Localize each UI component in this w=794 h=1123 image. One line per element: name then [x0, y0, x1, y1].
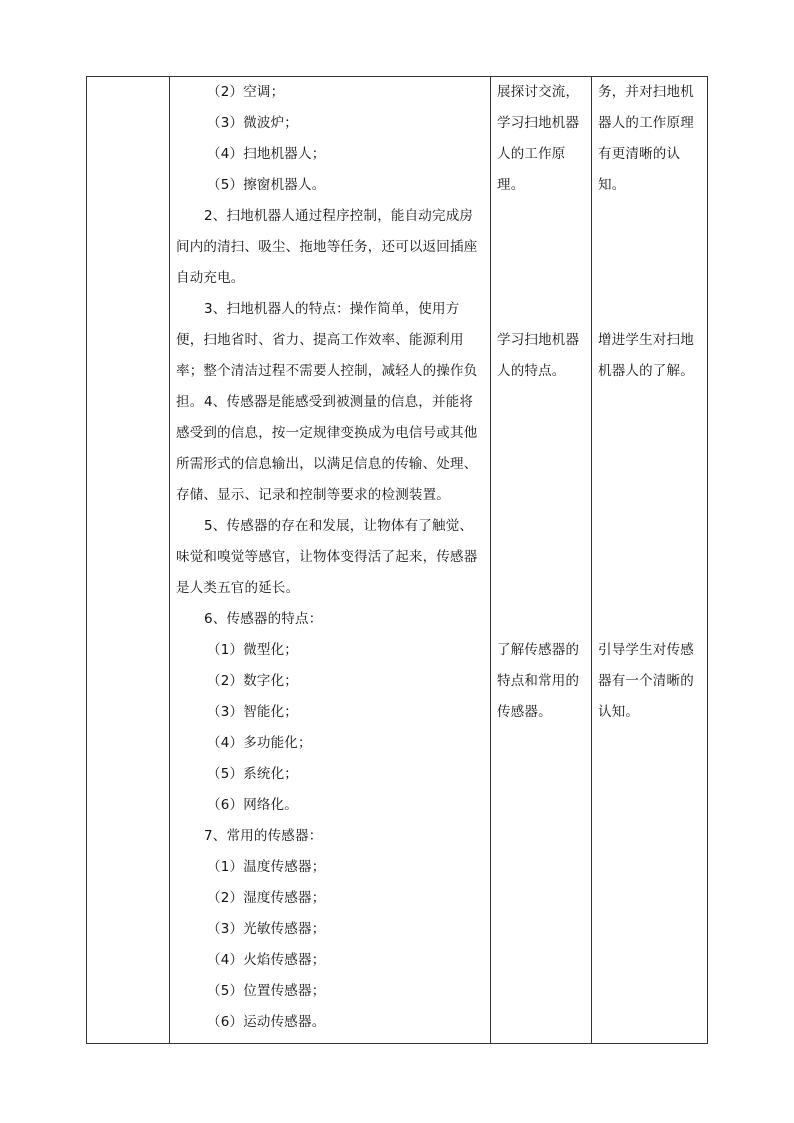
paragraph-5: 5、传感器的存在和发展，让物体有了触觉、味觉和嗅觉等感官，让物体变得活了起来，传感器是人类五官的延长。: [176, 518, 478, 596]
list-item: （5）系统化；: [207, 766, 298, 782]
list-item: （2）湿度传感器；: [207, 890, 326, 906]
list-item: （3）智能化；: [207, 704, 298, 720]
paragraph-3: 3、扫地机器人的特点：操作简单，使用方便，扫地省时、省力、提高工作效率、能源利用率；整个清洁过程不需要人控制，减轻人的操作负担。: [176, 301, 478, 410]
list-item: （3）微波炉；: [207, 115, 298, 131]
list-item: （4）多功能化；: [207, 735, 312, 751]
stage-column: [87, 77, 170, 1043]
student-activity-column: [491, 77, 592, 1043]
list-item: （5）擦窗机器人。: [207, 177, 326, 193]
list-item: （2）数字化；: [207, 673, 298, 689]
list-item: （1）微型化；: [207, 642, 298, 658]
design-intent-2: 增进学生对扫地机器人的了解。: [598, 332, 694, 379]
paragraph-7: 7、常用的传感器：: [204, 828, 323, 844]
list-item: （1）温度传感器；: [207, 859, 326, 875]
student-activity-3: 了解传感器的特点和常用的传感器。: [497, 642, 580, 720]
list-item: （6）网络化。: [207, 797, 298, 813]
content-column: [170, 77, 491, 1043]
list-item: （4）火焰传感器；: [207, 952, 326, 968]
list-item: （6）运动传感器。: [207, 1014, 326, 1030]
list-item: （2）空调；: [207, 84, 285, 100]
lesson-table: [86, 76, 708, 1044]
paragraph-2: 2、扫地机器人通过程序控制，能自动完成房间内的清扫、吸尘、拖地等任务，还可以返回插座自动充电。: [176, 208, 478, 286]
list-item: （5）位置传感器；: [207, 983, 326, 999]
student-activity-2: 学习扫地机器人的特点。: [497, 332, 580, 379]
design-intent-1: 务，并对扫地机器人的工作原理有更清晰的认知。: [598, 84, 694, 193]
paragraph-4: 4、传感器是能感受到被测量的信息，并能将感受到的信息，按一定规律变换成为电信号或其他所需形式的信息输出，以满足信息的传输、处理、存储、显示、记录和控制等要求的检测装置。: [176, 394, 478, 503]
student-activity-1: 展探讨交流，学习扫地机器人的工作原理。: [497, 84, 580, 193]
design-intent-3: 引导学生对传感器有一个清晰的认知。: [598, 642, 694, 720]
paragraph-6: 6、传感器的特点：: [204, 611, 323, 627]
design-intent-column: [592, 77, 708, 1043]
list-item: （3）光敏传感器；: [207, 921, 326, 937]
list-item: （4）扫地机器人；: [207, 146, 326, 162]
